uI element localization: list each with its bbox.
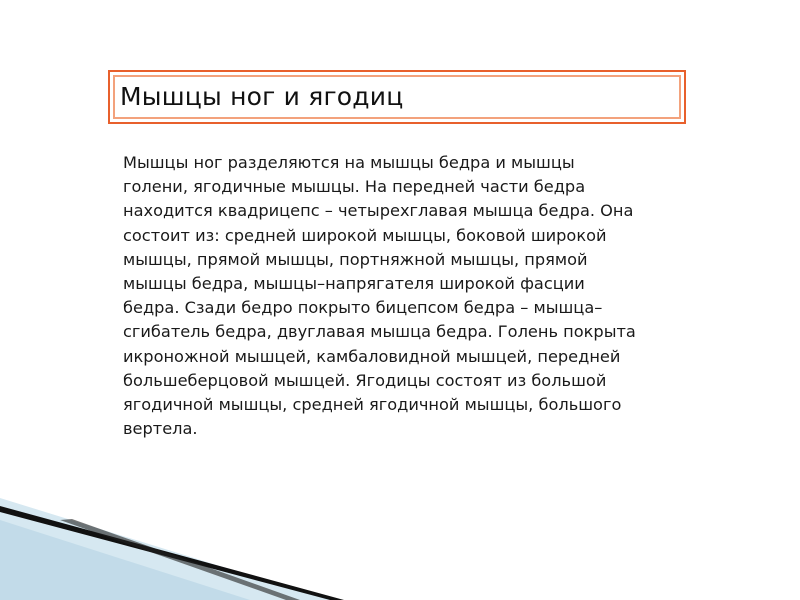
body-line: большеберцовой мышцей. Ягодицы состоят из большой bbox=[123, 370, 607, 390]
body-line: состоит из: средней широкой мышцы, боковой широкой bbox=[123, 225, 607, 245]
body-line: голени, ягодичные мышцы. На передней части бедра bbox=[123, 177, 586, 197]
body-paragraph bbox=[123, 151, 683, 441]
swoosh-light-blue bbox=[0, 498, 330, 600]
body-line: сгибатель бедра, двуглавая мышца бедра. Голень покрыта bbox=[123, 322, 636, 342]
body-line: икроножной мышцей, камбаловидной мышцей, передней bbox=[123, 346, 621, 366]
swoosh-light-blue-2 bbox=[0, 520, 250, 600]
swoosh-dark bbox=[0, 506, 344, 600]
body-line: мышцы, прямой мышцы, портняжной мышцы, прямой bbox=[123, 249, 588, 269]
body-line: Мышцы ног разделяются на мышцы бедра и мышцы bbox=[123, 153, 575, 172]
body-line: бедра. Сзади бедро покрыто бицепсом бедра – мышца– bbox=[123, 298, 603, 318]
title-box bbox=[108, 70, 686, 124]
body-line: вертела. bbox=[123, 419, 198, 439]
swoosh-dark-2 bbox=[60, 519, 300, 600]
body-line: мышцы бедра, мышцы–напрягателя широкой фасции bbox=[123, 274, 585, 294]
body-line: находится квадрицепс – четырехглавая мышца бедра. Она bbox=[123, 201, 634, 221]
slide-title: Мышцы ног и ягодиц bbox=[120, 82, 404, 111]
body-line: ягодичной мышцы, средней ягодичной мышцы, большого bbox=[123, 395, 622, 415]
